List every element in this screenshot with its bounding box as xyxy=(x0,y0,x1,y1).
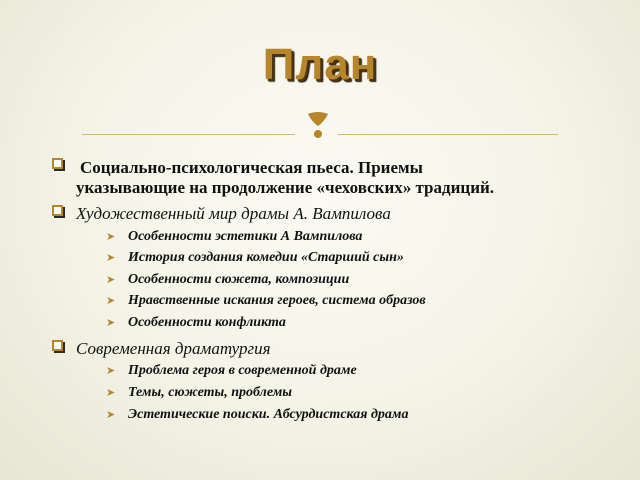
bullet-square-icon xyxy=(52,340,63,351)
bullet-arrow-icon: ➤ xyxy=(106,387,116,399)
bullet-square-icon xyxy=(52,158,63,169)
divider-left xyxy=(82,134,295,135)
sub-list-item: Особенности эстетики А Вампилова xyxy=(128,229,363,244)
bullet-arrow-icon: ➤ xyxy=(106,317,116,329)
sub-list-item: История создания комедии «Старший сын» xyxy=(128,250,404,265)
bullet-arrow-icon: ➤ xyxy=(106,274,116,286)
list-item-line: указывающие на продолжение «чеховских» традиций. xyxy=(76,178,495,197)
sub-list-item: Особенности сюжета, композиции xyxy=(128,272,350,287)
list-item: Художественный мир драмы А. Вампилова xyxy=(76,204,391,223)
list-item-line: Социально-психологическая пьеса. Приемы xyxy=(80,158,423,177)
bullet-arrow-icon: ➤ xyxy=(106,231,116,243)
bullet-arrow-icon: ➤ xyxy=(106,365,116,377)
bullet-arrow-icon: ➤ xyxy=(106,409,116,421)
bullet-arrow-icon: ➤ xyxy=(106,295,116,307)
divider-right xyxy=(338,134,558,135)
sub-list-item: Темы, сюжеты, проблемы xyxy=(128,385,293,400)
sub-list-item: Эстетические поиски. Абсурдистская драма xyxy=(128,407,409,422)
sub-list-item: Нравственные искания героев, система образов xyxy=(128,293,426,308)
bullet-arrow-icon: ➤ xyxy=(106,252,116,264)
bullet-square-icon xyxy=(52,205,63,216)
sub-list-item: Особенности конфликта xyxy=(128,315,286,330)
slide-title: План xyxy=(262,40,378,89)
sub-list-item: Проблема героя в современной драме xyxy=(128,363,357,378)
list-item: Современная драматургия xyxy=(76,339,271,358)
ornament-icon xyxy=(298,110,338,140)
